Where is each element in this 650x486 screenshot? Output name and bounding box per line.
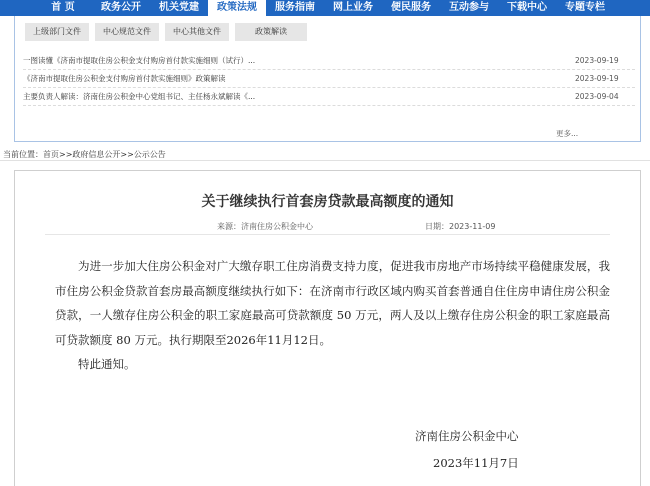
nav-item-online-business[interactable]: 网上业务 [333, 2, 373, 13]
list-item[interactable] [23, 52, 635, 70]
article-body [55, 254, 610, 377]
nav-item-home[interactable]: 首 页 [51, 2, 75, 13]
nav-item-download[interactable]: 下载中心 [507, 2, 547, 13]
news-title[interactable]: 主要负责人解读：济南住房公积金中心党组书记、主任杨永斌解读《... [23, 92, 256, 101]
breadcrumb: 当前位置：首页>>政府信息公开>>公示公告 [3, 150, 166, 159]
article-panel [14, 170, 641, 486]
article-sign-date: 2023年11月7日 [433, 456, 519, 470]
article-meta [45, 217, 610, 235]
policy-panel [14, 16, 641, 142]
article-paragraph: 特此通知。 [78, 357, 136, 371]
news-title[interactable]: 《济南市提取住房公积金支付购房首付款实施细则》政策解读 [23, 74, 226, 83]
list-item[interactable] [23, 70, 635, 88]
nav-item-policy[interactable]: 政策法规 [208, 0, 266, 16]
news-date: 2023-09-04 [575, 92, 619, 101]
subtab-superior-docs[interactable]: 上级部门文件 [25, 23, 89, 41]
more-link[interactable]: 更多... [556, 129, 579, 138]
nav-item-party-building[interactable]: 机关党建 [159, 2, 199, 13]
article-paragraph: 为进一步加大住房公积金对广大缴存职工住房消费支持力度，促进我市房地产市场持续平稳健康发展，我市住房公积金贷款首套房最高额度继续执行如下：在济南市行政区域内购买首套普通自住住房申请住房公积金贷款，一人缴存住房公积金的职工家庭最高可贷款额度 50 万元，两人及以上缴存住房公积金的职工家庭最高可贷款额度 80 万元。执行期限至2026年11月12日。 [55, 259, 610, 347]
news-date: 2023-09-19 [575, 56, 619, 65]
nav-item-interaction[interactable]: 互动参与 [449, 2, 489, 13]
article-signature: 济南住房公积金中心 [415, 429, 519, 443]
divider [0, 160, 650, 161]
article-source: 来源：济南住房公积金中心 [217, 222, 313, 231]
list-item[interactable] [23, 88, 635, 106]
top-nav [0, 0, 650, 16]
subtab-center-norms[interactable]: 中心规范文件 [95, 23, 159, 41]
policy-subtabs [25, 23, 313, 41]
news-date: 2023-09-19 [575, 74, 619, 83]
news-list [23, 52, 635, 106]
subtab-policy-interpretation[interactable]: 政策解读 [235, 23, 307, 41]
article-title: 关于继续执行首套房贷款最高额度的通知 [201, 194, 454, 210]
subtab-center-other[interactable]: 中心其他文件 [165, 23, 229, 41]
article-date: 日期：2023-11-09 [425, 222, 496, 231]
nav-item-special[interactable]: 专题专栏 [565, 2, 605, 13]
nav-item-service-guide[interactable]: 服务指南 [275, 2, 315, 13]
news-title[interactable]: 一图读懂《济南市提取住房公积金支付购房首付款实施细则（试行）... [23, 56, 256, 65]
nav-item-convenience[interactable]: 便民服务 [391, 2, 431, 13]
nav-item-gov-affairs[interactable]: 政务公开 [101, 2, 141, 13]
